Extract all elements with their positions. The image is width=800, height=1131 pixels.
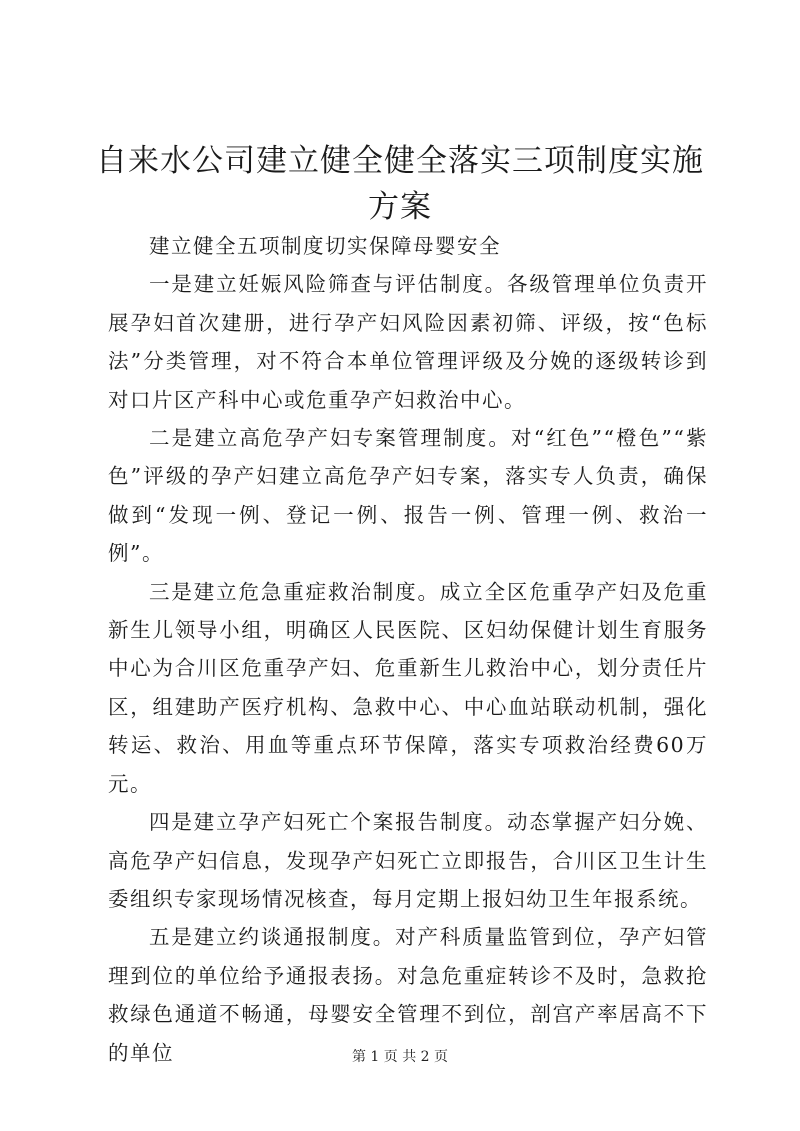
paragraph-4: 四是建立孕产妇死亡个案报告制度。动态掌握产妇分娩、高危孕产妇信息，发现孕产妇死亡立即报告，合川区卫生计生委组织专家现场情况核查，每月定期上报妇幼卫生年报系统。 (108, 810, 708, 911)
paragraph-subtitle: 建立健全五项制度切实保障母婴安全 (149, 234, 501, 258)
paragraph-5: 五是建立约谈通报制度。对产科质量监管到位，孕产妇管理到位的单位给予通报表扬。对急危重症转诊不及时，急救抢救绿色通道不畅通，母婴安全管理不到位，剖宫产率居高不下的单位 (108, 925, 708, 1065)
document-body (108, 227, 708, 1072)
paragraph-1: 一是建立妊娠风险筛查与评估制度。各级管理单位负责开展孕妇首次建册，进行孕产妇风险因素初筛、评级，按“色标法”分类管理，对不符合本单位管理评级及分娩的逐级转诊到对口片区产科中心或危重孕产妇救治中心。 (108, 272, 708, 412)
paragraph-3: 三是建立危急重症救治制度。成立全区危重孕产妇及危重新生儿领导小组，明确区人民医院、区妇幼保健计划生育服务中心为合川区危重孕产妇、危重新生儿救治中心，划分责任片区，组建助产医疗机构、急救中心、中心血站联动机制，强化转运、救治、用血等重点环节保障，落实专项救治经费60万元。 (108, 579, 708, 796)
page-number-footer: 第 1 页 共 2 页 (351, 1049, 449, 1065)
paragraph-2: 二是建立高危孕产妇专案管理制度。对“红色”“橙色”“紫色”评级的孕产妇建立高危孕产妇专案，落实专人负责，确保做到“发现一例、登记一例、报告一例、管理一例、救治一例”。 (108, 426, 708, 566)
document-title: 自来水公司建立健全健全落实三项制度实施方案 (96, 143, 704, 225)
